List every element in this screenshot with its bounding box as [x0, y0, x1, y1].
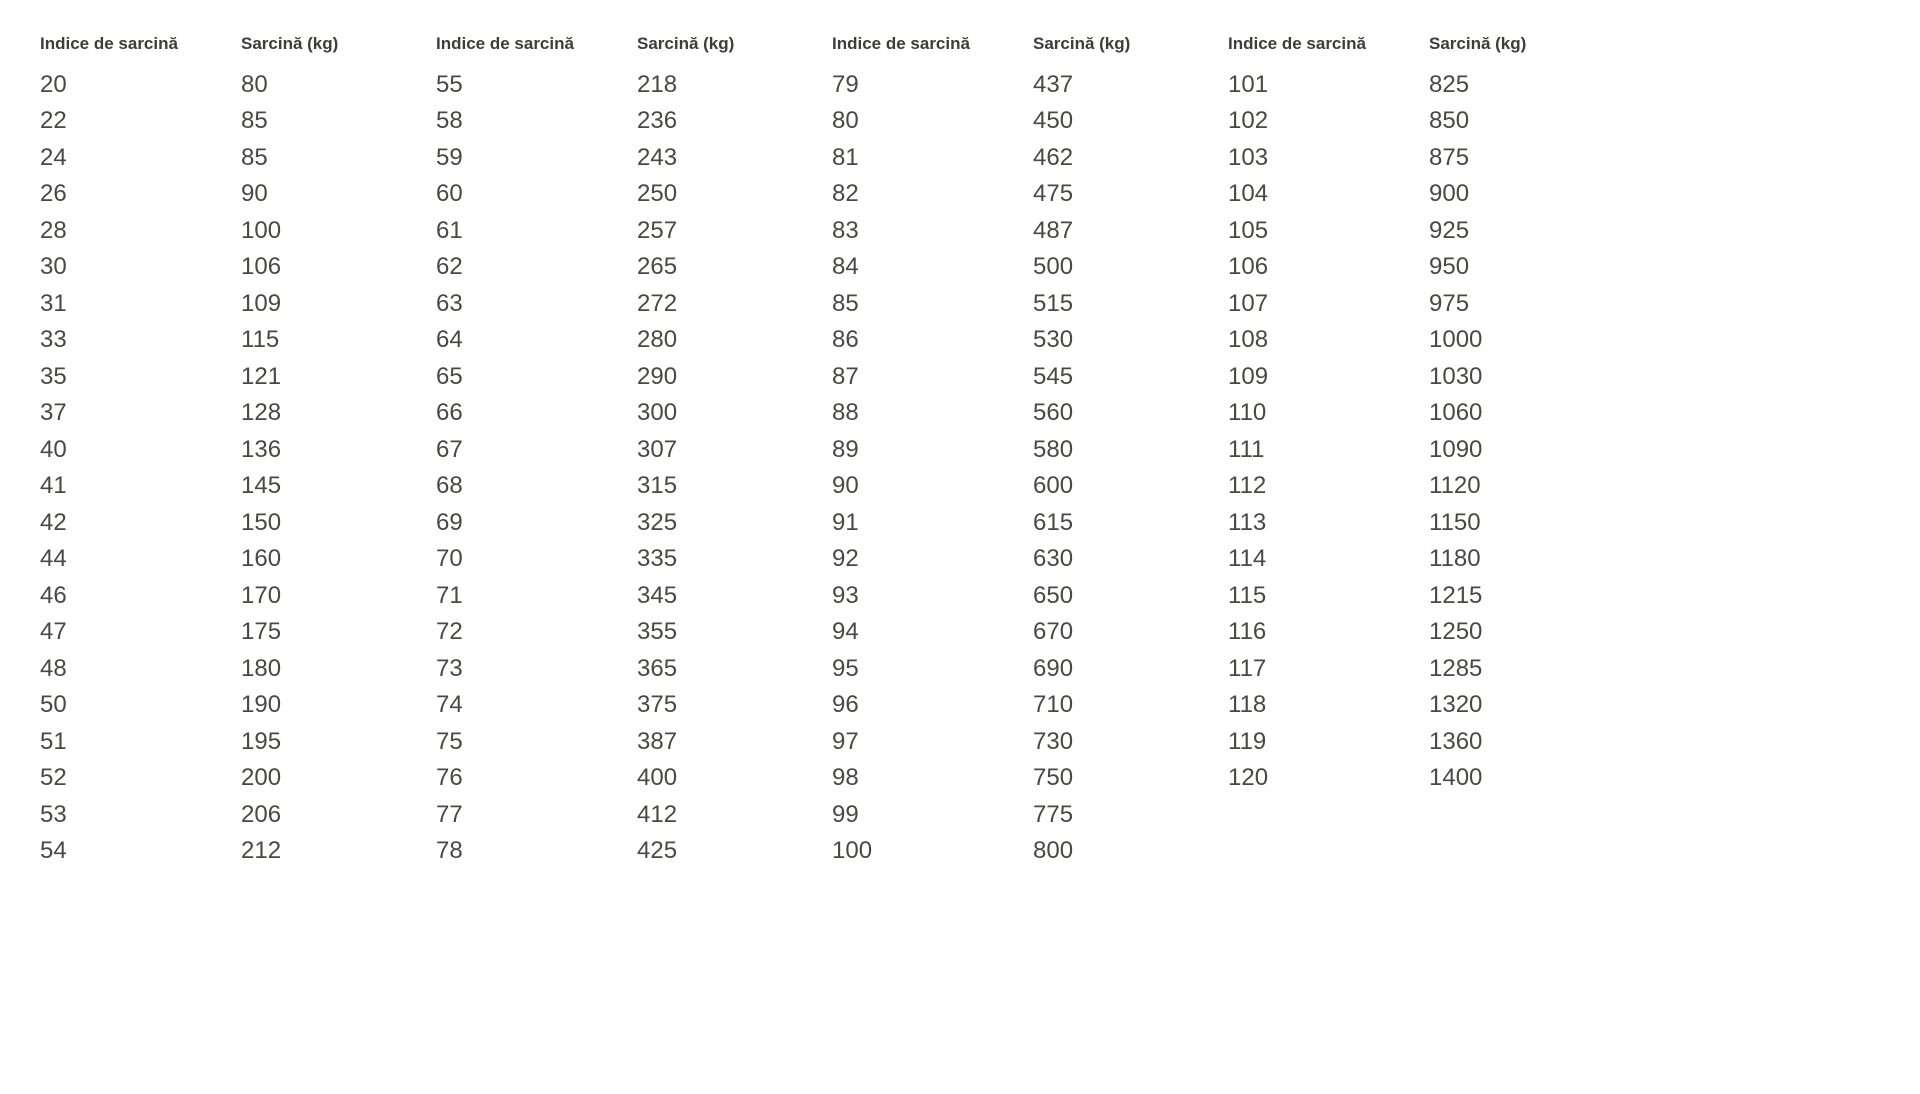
table-row	[832, 760, 1228, 797]
load-kg-value: 560	[1033, 399, 1074, 427]
table-row	[1228, 286, 1624, 323]
load-kg-value: 236	[637, 107, 678, 135]
table-row	[436, 432, 832, 469]
load-kg-value: 690	[1033, 654, 1074, 682]
load-kg-value: 190	[241, 691, 282, 719]
load-index-value: 60	[436, 180, 463, 208]
table-row	[1228, 395, 1624, 432]
table-row	[436, 286, 832, 323]
table-row	[436, 578, 832, 615]
load-kg-value: 85	[241, 143, 268, 171]
load-kg-value: 950	[1429, 253, 1470, 281]
load-kg-value: 425	[637, 837, 678, 865]
table-row	[832, 724, 1228, 761]
load-kg-value: 121	[241, 362, 282, 390]
load-kg-value: 475	[1033, 180, 1074, 208]
table-row	[40, 724, 436, 761]
load-kg-value: 175	[241, 618, 282, 646]
table-row	[832, 614, 1228, 651]
load-kg-value: 206	[241, 800, 282, 828]
table-row	[436, 213, 832, 250]
load-kg-value: 315	[637, 472, 678, 500]
load-index-value: 68	[436, 472, 463, 500]
load-index-value: 28	[40, 216, 67, 244]
table-row	[1228, 724, 1624, 761]
load-index-value: 74	[436, 691, 463, 719]
column-header-load-index: Indice de sarcină	[40, 34, 178, 54]
table-row	[436, 176, 832, 213]
table-row	[40, 468, 436, 505]
load-kg-value: 875	[1429, 143, 1470, 171]
table-row	[1228, 322, 1624, 359]
load-kg-value: 145	[241, 472, 282, 500]
column-header-load-index: Indice de sarcină	[436, 34, 574, 54]
table-row	[436, 103, 832, 140]
table-row	[1228, 541, 1624, 578]
table-row	[40, 833, 436, 870]
table-row	[436, 833, 832, 870]
table-row	[436, 797, 832, 834]
load-kg-value: 195	[241, 727, 282, 755]
table-group-1	[40, 26, 436, 870]
table-header-row	[832, 26, 1228, 63]
load-index-value: 31	[40, 289, 67, 317]
column-header-load-kg: Sarcină (kg)	[241, 34, 339, 54]
load-kg-value: 200	[241, 764, 282, 792]
load-index-value: 70	[436, 545, 463, 573]
load-index-value: 64	[436, 326, 463, 354]
table-row	[40, 249, 436, 286]
table-row	[832, 797, 1228, 834]
load-kg-value: 280	[637, 326, 678, 354]
table-row	[436, 359, 832, 396]
load-index-value: 46	[40, 581, 67, 609]
load-index-value: 92	[832, 545, 859, 573]
load-kg-value: 100	[241, 216, 282, 244]
table-row	[436, 67, 832, 104]
load-kg-value: 257	[637, 216, 678, 244]
load-kg-value: 250	[637, 180, 678, 208]
load-kg-value: 1150	[1429, 508, 1481, 536]
load-index-value: 106	[1228, 253, 1269, 281]
load-index-value: 96	[832, 691, 859, 719]
load-kg-value: 90	[241, 180, 268, 208]
load-kg-value: 243	[637, 143, 678, 171]
load-kg-value: 850	[1429, 107, 1470, 135]
load-kg-value: 1320	[1429, 691, 1483, 719]
table-row	[40, 67, 436, 104]
table-group-4	[1228, 26, 1624, 797]
load-kg-value: 630	[1033, 545, 1074, 573]
table-row	[40, 651, 436, 688]
table-row	[832, 67, 1228, 104]
load-index-value: 114	[1228, 545, 1267, 573]
load-kg-value: 800	[1033, 837, 1074, 865]
table-row	[832, 249, 1228, 286]
load-index-value: 72	[436, 618, 463, 646]
load-index-value: 30	[40, 253, 67, 281]
load-kg-value: 150	[241, 508, 282, 536]
table-row	[40, 359, 436, 396]
load-index-value: 112	[1228, 472, 1267, 500]
load-index-value: 83	[832, 216, 859, 244]
table-row	[436, 541, 832, 578]
table-row	[1228, 103, 1624, 140]
table-group-3	[832, 26, 1228, 870]
load-index-value: 90	[832, 472, 859, 500]
load-kg-value: 545	[1033, 362, 1074, 390]
table-row	[1228, 432, 1624, 469]
load-index-value: 80	[832, 107, 859, 135]
load-index-value: 104	[1228, 180, 1269, 208]
load-index-value: 26	[40, 180, 67, 208]
table-row	[1228, 614, 1624, 651]
table-row	[1228, 176, 1624, 213]
table-row	[40, 614, 436, 651]
load-kg-value: 307	[637, 435, 678, 463]
load-index-value: 40	[40, 435, 67, 463]
load-index-value: 116	[1228, 618, 1267, 646]
column-header-load-index: Indice de sarcină	[832, 34, 970, 54]
table-row	[832, 578, 1228, 615]
table-row	[832, 213, 1228, 250]
load-kg-value: 530	[1033, 326, 1074, 354]
table-row	[1228, 468, 1624, 505]
load-index-value: 118	[1228, 691, 1267, 719]
table-row	[1228, 359, 1624, 396]
load-kg-value: 128	[241, 399, 282, 427]
load-kg-value: 335	[637, 545, 678, 573]
load-index-value: 88	[832, 399, 859, 427]
table-row	[832, 833, 1228, 870]
load-kg-value: 462	[1033, 143, 1074, 171]
load-kg-value: 375	[637, 691, 678, 719]
load-kg-value: 300	[637, 399, 678, 427]
load-index-value: 108	[1228, 326, 1269, 354]
load-kg-value: 106	[241, 253, 282, 281]
load-kg-value: 600	[1033, 472, 1074, 500]
table-row	[40, 432, 436, 469]
load-kg-value: 180	[241, 654, 282, 682]
load-index-value: 115	[1228, 581, 1267, 609]
load-index-value: 76	[436, 764, 463, 792]
table-row	[1228, 213, 1624, 250]
load-kg-value: 1400	[1429, 764, 1483, 792]
load-kg-value: 115	[241, 326, 280, 354]
load-kg-value: 1120	[1429, 472, 1481, 500]
load-index-value: 61	[436, 216, 463, 244]
load-kg-value: 615	[1033, 508, 1074, 536]
load-kg-value: 218	[637, 70, 678, 98]
load-kg-value: 355	[637, 618, 678, 646]
load-kg-value: 975	[1429, 289, 1470, 317]
load-kg-value: 85	[241, 107, 268, 135]
load-index-value: 54	[40, 837, 67, 865]
load-index-value: 66	[436, 399, 463, 427]
load-kg-value: 580	[1033, 435, 1074, 463]
load-kg-value: 1180	[1429, 545, 1481, 573]
load-kg-value: 775	[1033, 800, 1074, 828]
load-index-value: 78	[436, 837, 463, 865]
load-index-value: 94	[832, 618, 859, 646]
load-kg-value: 500	[1033, 253, 1074, 281]
load-kg-value: 1060	[1429, 399, 1483, 427]
load-index-value: 55	[436, 70, 463, 98]
table-row	[1228, 67, 1624, 104]
load-index-value: 53	[40, 800, 67, 828]
table-row	[40, 797, 436, 834]
load-kg-value: 109	[241, 289, 282, 317]
load-index-value: 107	[1228, 289, 1269, 317]
table-header-row	[1228, 26, 1624, 63]
load-kg-value: 1090	[1429, 435, 1483, 463]
load-index-value: 41	[40, 472, 67, 500]
load-kg-value: 437	[1033, 70, 1074, 98]
load-kg-value: 212	[241, 837, 282, 865]
load-index-value: 95	[832, 654, 859, 682]
load-index-value: 69	[436, 508, 463, 536]
load-kg-value: 412	[637, 800, 678, 828]
load-kg-value: 325	[637, 508, 678, 536]
load-index-value: 42	[40, 508, 67, 536]
load-kg-value: 1000	[1429, 326, 1483, 354]
load-index-value: 98	[832, 764, 859, 792]
load-index-value: 20	[40, 70, 67, 98]
column-header-load-kg: Sarcină (kg)	[637, 34, 735, 54]
table-row	[436, 395, 832, 432]
load-index-value: 58	[436, 107, 463, 135]
table-row	[1228, 249, 1624, 286]
load-kg-value: 265	[637, 253, 678, 281]
table-row	[436, 651, 832, 688]
load-index-value: 86	[832, 326, 859, 354]
load-index-value: 81	[832, 143, 859, 171]
table-row	[436, 687, 832, 724]
table-row	[1228, 651, 1624, 688]
load-kg-value: 1285	[1429, 654, 1483, 682]
table-row	[1228, 505, 1624, 542]
load-index-value: 97	[832, 727, 859, 755]
load-index-value: 101	[1228, 70, 1269, 98]
load-kg-value: 900	[1429, 180, 1470, 208]
load-kg-value: 1030	[1429, 362, 1483, 390]
load-index-value: 93	[832, 581, 859, 609]
load-kg-value: 515	[1033, 289, 1074, 317]
load-kg-value: 1360	[1429, 727, 1483, 755]
table-header-row	[40, 26, 436, 63]
table-row	[832, 176, 1228, 213]
table-row	[832, 651, 1228, 688]
table-row	[832, 286, 1228, 323]
load-index-value: 33	[40, 326, 67, 354]
load-kg-value: 650	[1033, 581, 1074, 609]
load-kg-value: 925	[1429, 216, 1470, 244]
table-row	[1228, 687, 1624, 724]
table-row	[1228, 760, 1624, 797]
load-index-value: 99	[832, 800, 859, 828]
table-row	[436, 760, 832, 797]
table-row	[40, 176, 436, 213]
load-index-value: 47	[40, 618, 67, 646]
load-index-value: 22	[40, 107, 67, 135]
column-header-load-kg: Sarcină (kg)	[1033, 34, 1131, 54]
load-index-value: 102	[1228, 107, 1269, 135]
load-kg-value: 80	[241, 70, 268, 98]
table-row	[40, 760, 436, 797]
table-row	[40, 286, 436, 323]
load-index-value: 52	[40, 764, 67, 792]
load-kg-value: 387	[637, 727, 678, 755]
load-index-value: 50	[40, 691, 67, 719]
load-index-value: 113	[1228, 508, 1267, 536]
load-kg-value: 710	[1033, 691, 1074, 719]
table-row	[40, 395, 436, 432]
load-index-value: 63	[436, 289, 463, 317]
load-index-value: 65	[436, 362, 463, 390]
load-index-value: 82	[832, 180, 859, 208]
load-index-value: 84	[832, 253, 859, 281]
load-index-value: 59	[436, 143, 463, 171]
table-row	[40, 541, 436, 578]
table-row	[436, 140, 832, 177]
table-group-2	[436, 26, 832, 870]
load-index-value: 48	[40, 654, 67, 682]
table-row	[40, 578, 436, 615]
load-index-value: 117	[1228, 654, 1267, 682]
load-index-value: 44	[40, 545, 67, 573]
load-index-value: 75	[436, 727, 463, 755]
load-kg-value: 825	[1429, 70, 1470, 98]
table-row	[436, 249, 832, 286]
load-kg-value: 136	[241, 435, 282, 463]
table-row	[436, 724, 832, 761]
table-row	[436, 505, 832, 542]
table-row	[1228, 140, 1624, 177]
load-index-value: 85	[832, 289, 859, 317]
table-row	[436, 468, 832, 505]
table-row	[1228, 578, 1624, 615]
table-row	[832, 541, 1228, 578]
load-kg-value: 345	[637, 581, 678, 609]
table-row	[832, 322, 1228, 359]
table-row	[832, 359, 1228, 396]
load-index-value: 73	[436, 654, 463, 682]
table-row	[40, 687, 436, 724]
table-row	[40, 213, 436, 250]
load-index-value: 120	[1228, 764, 1269, 792]
load-kg-value: 1250	[1429, 618, 1483, 646]
load-index-value: 110	[1228, 399, 1267, 427]
load-kg-value: 750	[1033, 764, 1074, 792]
load-kg-value: 670	[1033, 618, 1074, 646]
load-index-value: 79	[832, 70, 859, 98]
load-index-value: 91	[832, 508, 859, 536]
load-kg-value: 290	[637, 362, 678, 390]
table-row	[40, 140, 436, 177]
load-kg-value: 487	[1033, 216, 1074, 244]
load-index-value: 111	[1228, 435, 1265, 463]
load-index-value: 105	[1228, 216, 1269, 244]
table-row	[40, 103, 436, 140]
column-header-load-kg: Sarcină (kg)	[1429, 34, 1527, 54]
load-kg-value: 730	[1033, 727, 1074, 755]
load-kg-value: 160	[241, 545, 282, 573]
table-row	[436, 322, 832, 359]
table-row	[832, 432, 1228, 469]
load-index-value: 71	[436, 581, 463, 609]
load-index-value: 37	[40, 399, 67, 427]
load-index-value: 62	[436, 253, 463, 281]
load-index-value: 100	[832, 837, 873, 865]
load-index-value: 51	[40, 727, 67, 755]
load-kg-value: 170	[241, 581, 282, 609]
load-kg-value: 1215	[1429, 581, 1483, 609]
load-kg-value: 272	[637, 289, 678, 317]
table-header-row	[436, 26, 832, 63]
load-index-value: 24	[40, 143, 67, 171]
load-index-value: 35	[40, 362, 67, 390]
table-row	[832, 687, 1228, 724]
table-row	[832, 505, 1228, 542]
table-row	[832, 103, 1228, 140]
column-header-load-index: Indice de sarcină	[1228, 34, 1366, 54]
table-row	[40, 322, 436, 359]
load-index-value: 109	[1228, 362, 1269, 390]
load-kg-value: 365	[637, 654, 678, 682]
load-index-value: 103	[1228, 143, 1269, 171]
load-index-value: 89	[832, 435, 859, 463]
load-index-value: 67	[436, 435, 463, 463]
load-index-value: 87	[832, 362, 859, 390]
table-row	[436, 614, 832, 651]
table-row	[40, 505, 436, 542]
table-row	[832, 468, 1228, 505]
table-row	[832, 395, 1228, 432]
load-kg-value: 400	[637, 764, 678, 792]
table-row	[832, 140, 1228, 177]
load-kg-value: 450	[1033, 107, 1074, 135]
load-index-value: 77	[436, 800, 463, 828]
load-index-value: 119	[1228, 727, 1267, 755]
